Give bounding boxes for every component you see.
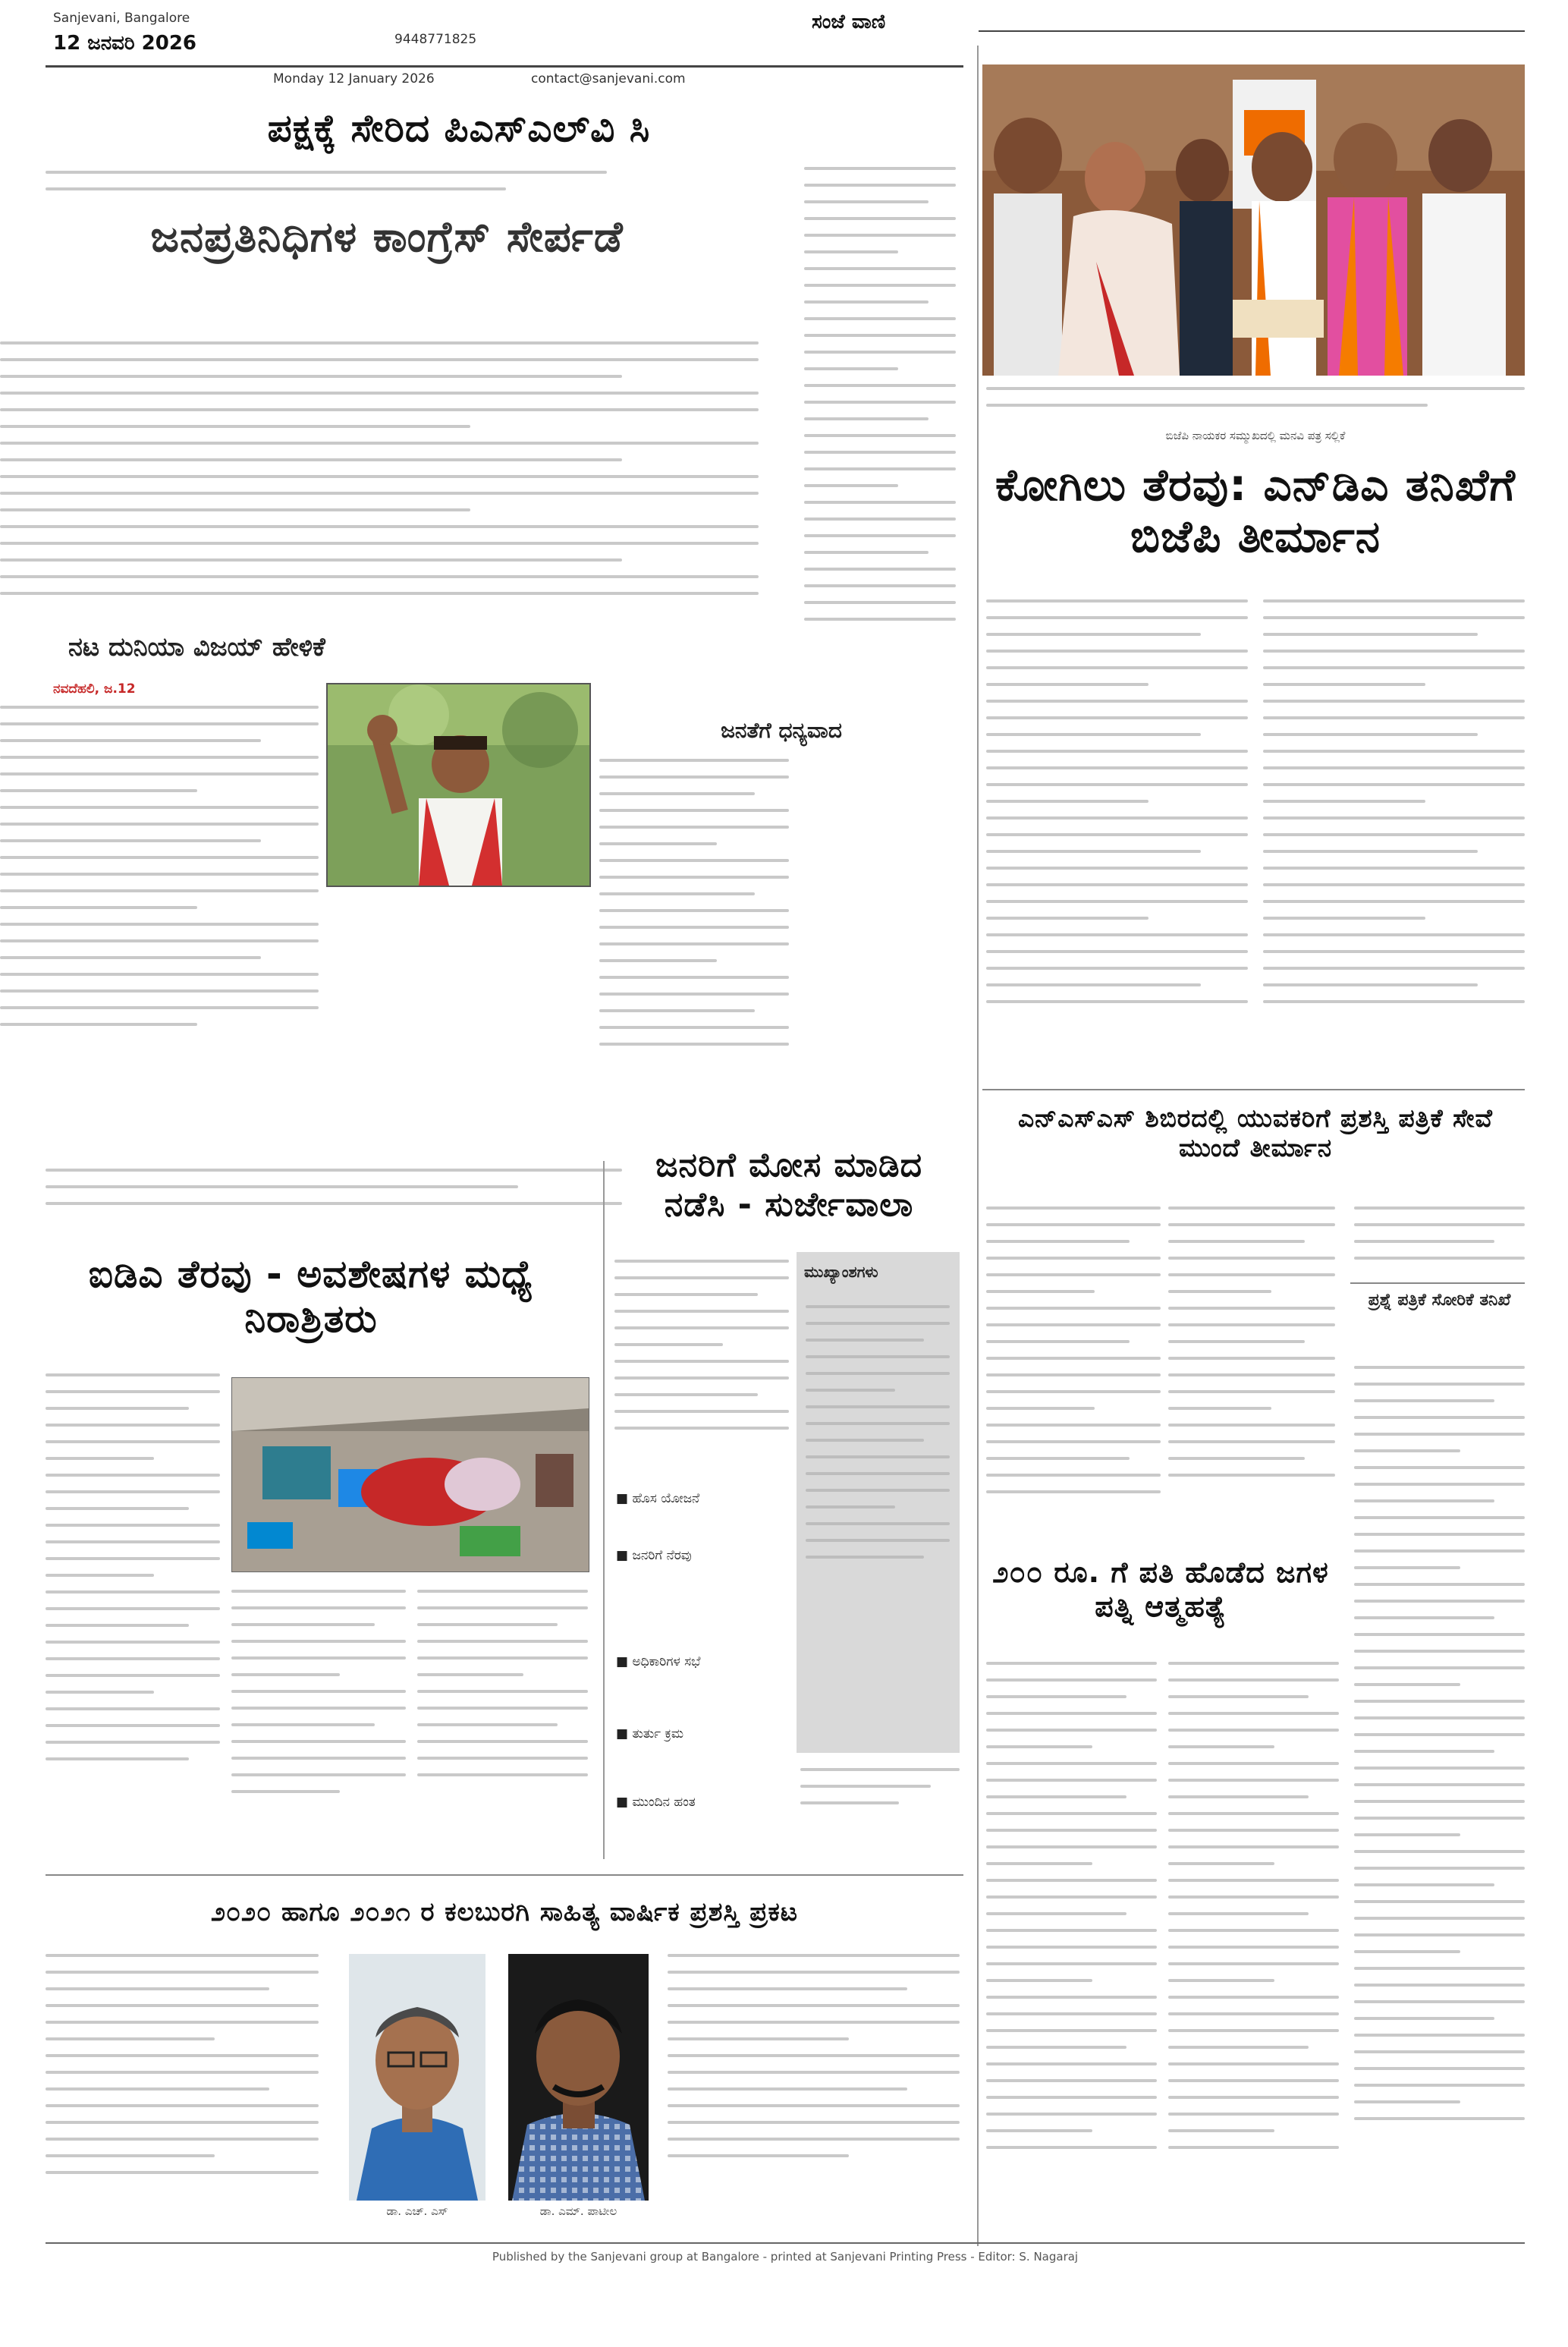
photo-awardee-left xyxy=(349,1954,485,2201)
middle-bullet: ■ ಮುಂದಿನ ಹಂತ xyxy=(616,1795,696,1810)
lead-headline: ಪಕ್ಷಕ್ಕೆ ಸೇರಿದ ಪಿಎಸ್‌ಎಲ್‌ವಿ ಸಿ xyxy=(267,106,651,150)
side-headline: ಜನತೆಗೆ ಧನ್ಯವಾದ xyxy=(721,718,842,743)
demolition-headline: ಐಡಿಎ ತೆರವು - ಅವಶೇಷಗಳ ಮಧ್ಯೆ ನಿರಾಶ್ರಿತರು xyxy=(88,1252,534,1341)
middle-divider xyxy=(603,1161,605,1859)
lead-subhead: ಜನಪ್ರತಿನಿಧಿಗಳ ಕಾಂಗ್ರೆಸ್ ಸೇರ್ಪಡೆ xyxy=(150,212,624,262)
inset-headline: ನಟ ದುನಿಯಾ ವಿಜಯ್ ಹೇಳಿಕೆ xyxy=(68,632,325,662)
middle-bullet: ■ ಜನರಿಗೆ ನೆರವು xyxy=(616,1548,692,1563)
middle-bullet-text: ಜನರಿಗೆ ನೆರವು xyxy=(632,1548,692,1563)
footer-rule xyxy=(46,2242,1525,2244)
right-second-col-1 xyxy=(986,1207,1161,1556)
caption-awardee-left: ಡಾ. ಎಚ್. ಎಸ್ xyxy=(386,2204,448,2218)
lead-intro-lines xyxy=(46,171,607,201)
inset-body-left xyxy=(0,706,319,1161)
photo-leader-waving-art xyxy=(328,684,589,886)
right-lead-headline: ಕೋಗಿಲು ತೆರವು: ಎನ್‌ಡಿಎ ತನಿಖೆಗೆ ಬಿಜೆಪಿ ತೀರ್ಮಾನ xyxy=(995,459,1516,563)
masthead-phone: 9448771825 xyxy=(394,32,477,47)
side-body xyxy=(599,759,789,1169)
masthead-date-kannada: 12 ಜನವರಿ 2026 xyxy=(53,32,196,55)
masthead-rule xyxy=(46,65,963,68)
awards-rule xyxy=(46,1874,963,1876)
demolition-col-1 xyxy=(46,1373,220,1844)
middle-bullet-text: ಅಧಿಕಾರಿಗಳ ಸಭೆ xyxy=(632,1654,701,1669)
right-rule-1 xyxy=(982,1089,1525,1090)
right-small-headline: ಪ್ರಶ್ನೆ ಪತ್ರಿಕೆ ಸೋರಿಕೆ ತನಿಖೆ xyxy=(1368,1291,1511,1310)
middle-bullet-text: ಮುಂದಿನ ಹಂತ xyxy=(632,1795,696,1810)
lead-side-column xyxy=(804,167,956,759)
middle-bullet: ■ ಹೊಸ ಯೋಜನೆ xyxy=(616,1491,700,1506)
masthead-contact: contact@sanjevani.com xyxy=(531,71,686,87)
right-third-col-2 xyxy=(1168,1662,1339,2216)
right-photo-caption: ಬಿಜೆಪಿ ನಾಯಕರ ಸಮ್ಮುಖದಲ್ಲಿ ಮನವಿ ಪತ್ರ ಸಲ್ಲಿಕೆ xyxy=(1165,429,1346,442)
awards-col-1 xyxy=(46,1954,319,2212)
middle-sidebox xyxy=(797,1252,960,1753)
middle-bullet: ■ ಅಧಿಕಾರಿಗಳ ಸಭೆ xyxy=(616,1654,701,1669)
right-third-headline: ೨೦೦ ರೂ. ಗೆ ಪತಿ ಹೊಡೆದ ಜಗಳ ಪತ್ನಿ ಆತ್ಮಹತ್ಯೆ xyxy=(992,1556,1329,1623)
right-second-headline: ಎನ್‌ಎಸ್‌ಎಸ್ ಶಿಬಿರದಲ್ಲಿ ಯುವಕರಿಗೆ ಪ್ರಶಸ್ತಿ ಪತ್ರಿಕೆ ಸೇವೆ ಮುಂದೆ ತೀರ್ಮಾನ xyxy=(1018,1103,1493,1162)
right-rule-2 xyxy=(1350,1282,1525,1284)
right-small-body xyxy=(1354,1366,1525,2216)
right-second-col-3 xyxy=(1354,1207,1525,1282)
lead-body-bottom xyxy=(46,1169,622,1244)
masthead-paper-name: Sanjevani, Bangalore xyxy=(53,11,190,26)
masthead-date: Monday 12 January 2026 xyxy=(273,71,435,87)
photo-awardee-right xyxy=(508,1954,649,2201)
sidebox-title: ಮುಖ್ಯಾಂಶಗಳು xyxy=(804,1263,878,1281)
demolition-col-3 xyxy=(417,1590,588,1848)
masthead-brand: ಸಂಜೆ ವಾಣಿ xyxy=(812,11,886,33)
photo-bjp-meeting-art xyxy=(982,64,1525,376)
dateline-place: ನವದೆಹಲಿ, ಜ.12 xyxy=(53,681,136,697)
middle-headline: ಜನರಿಗೆ ಮೋಸ ಮಾಡಿದ ನಡೆಸಿ - ಸುರ್ಜೇವಾಲಾ xyxy=(655,1146,923,1224)
middle-col-1 xyxy=(614,1260,789,1472)
photo-demolition-site-art xyxy=(232,1378,589,1571)
lead-body-top xyxy=(0,341,759,615)
photo-demolition-site xyxy=(231,1377,589,1572)
right-lead-col-1 xyxy=(986,599,1248,1078)
right-third-col-1 xyxy=(986,1662,1157,2216)
sidebox-lines xyxy=(806,1305,950,1738)
middle-bullet-text: ಹೊಸ ಯೋಜನೆ xyxy=(632,1491,700,1506)
masthead-rule-right xyxy=(979,30,1525,32)
demolition-col-2 xyxy=(231,1590,406,1848)
footer-imprint: Published by the Sanjevani group at Bangalore - printed at Sanjevani Printing Press - Editor: S. Nagaraj xyxy=(492,2250,1079,2264)
photo-bjp-meeting xyxy=(982,64,1525,376)
photo-awardee-right-art xyxy=(508,1954,649,2201)
photo-leader-waving xyxy=(326,683,591,887)
right-second-col-2 xyxy=(1168,1207,1335,1533)
middle-bullet: ■ ತುರ್ತು ಕ್ರಮ xyxy=(616,1726,684,1741)
caption-awardee-right: ಡಾ. ಎಮ್. ಪಾಟೀಲ xyxy=(539,2204,617,2218)
awards-col-2 xyxy=(668,1954,960,2212)
middle-bottom-note xyxy=(800,1768,960,1829)
right-lead-col-2 xyxy=(1263,599,1525,1078)
right-column-divider xyxy=(977,46,979,2246)
middle-bullet-text: ತುರ್ತು ಕ್ರಮ xyxy=(632,1726,684,1741)
photo-awardee-left-art xyxy=(349,1954,485,2201)
awards-headline: ೨೦೨೦ ಹಾಗೂ ೨೦೨೧ ರ ಕಲಬುರಗಿ ಸಾಹಿತ್ಯ ವಾರ್ಷಿಕ ಪ್ರಶಸ್ತಿ ಪ್ರಕಟ xyxy=(210,1897,799,1927)
